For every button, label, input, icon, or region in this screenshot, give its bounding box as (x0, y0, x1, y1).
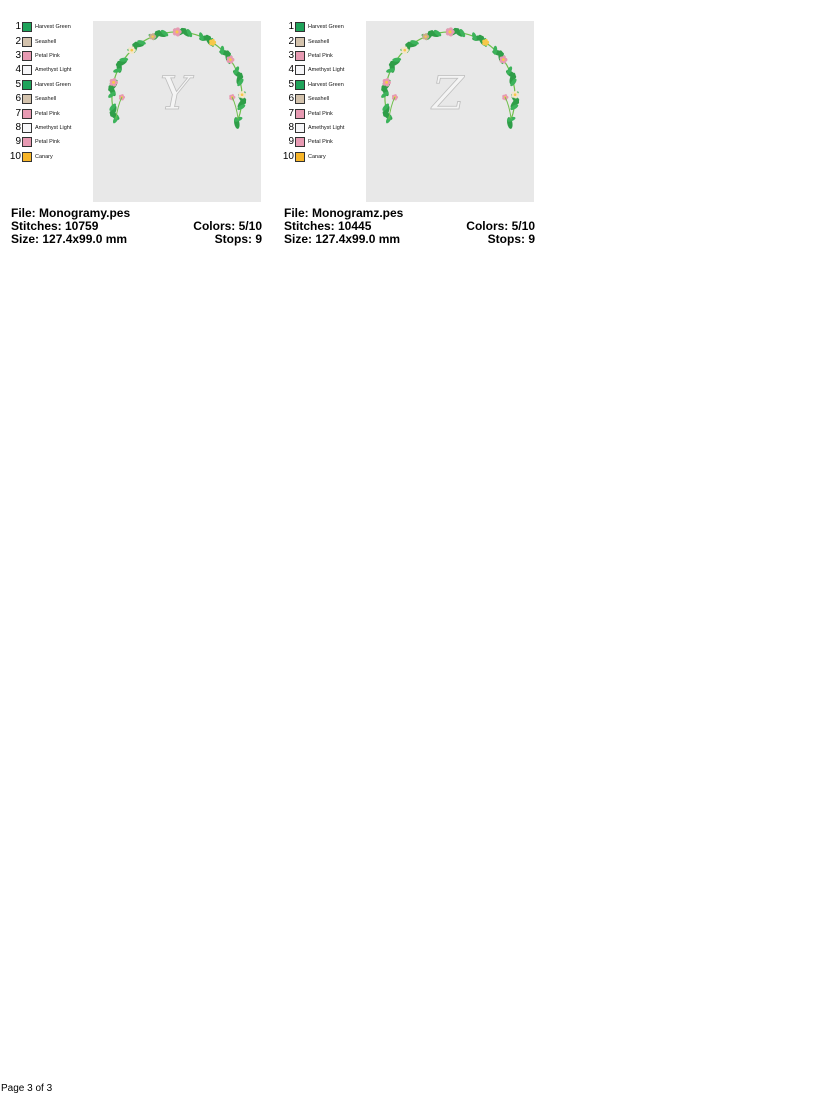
legend-number: 8 (288, 121, 294, 133)
color-swatch (295, 65, 305, 75)
stitch-count: Stitches: 10759 (11, 219, 99, 233)
legend-row (281, 49, 365, 63)
color-name: Seashell (308, 38, 330, 45)
color-name: Petal Pink (308, 110, 333, 117)
color-swatch (22, 137, 32, 147)
color-name: Petal Pink (308, 139, 333, 146)
legend-number: 7 (15, 107, 21, 119)
color-swatch (22, 109, 32, 119)
legend-number: 2 (15, 35, 21, 47)
color-swatch (22, 152, 32, 162)
legend-number: 5 (288, 78, 294, 90)
design-info (284, 207, 535, 246)
color-swatch (295, 94, 305, 104)
color-name: Petal Pink (308, 52, 333, 59)
legend-number: 6 (15, 93, 21, 105)
legend-row (8, 20, 92, 34)
color-name: Harvest Green (35, 81, 71, 88)
color-name: Harvest Green (308, 81, 344, 88)
color-name: Seashell (35, 38, 57, 45)
monogram-letter: Y (159, 66, 191, 120)
color-swatch (295, 80, 305, 90)
design-preview-image (366, 21, 534, 202)
file-name: File: Monogramy.pes (11, 206, 131, 220)
color-swatch (295, 123, 305, 133)
legend-row (281, 121, 365, 135)
color-count: Colors: 5/10 (193, 219, 262, 233)
legend-number: 6 (288, 93, 294, 105)
legend-row (8, 63, 92, 77)
color-swatch (295, 137, 305, 147)
monogram-letter: Z (432, 66, 464, 120)
design-size: Size: 127.4x99.0 mm (284, 232, 401, 246)
legend-row (281, 20, 365, 34)
legend-row (281, 34, 365, 48)
legend-number: 10 (9, 150, 21, 162)
legend-row (281, 150, 365, 164)
color-name: Harvest Green (308, 24, 344, 31)
legend-number: 4 (288, 64, 294, 76)
color-swatch (295, 37, 305, 47)
legend-number: 9 (288, 136, 294, 148)
legend-row (8, 78, 92, 92)
color-legend (281, 20, 365, 164)
legend-number: 1 (288, 21, 294, 33)
file-name: File: Monogramz.pes (284, 206, 404, 220)
legend-number: 9 (15, 136, 21, 148)
color-swatch (22, 94, 32, 104)
color-name: Harvest Green (35, 24, 71, 31)
color-name: Petal Pink (35, 110, 60, 117)
legend-row (281, 63, 365, 77)
color-swatch (22, 65, 32, 75)
color-swatch (22, 37, 32, 47)
color-swatch (22, 123, 32, 133)
color-name: Amethyst Light (308, 67, 345, 74)
legend-row (281, 92, 365, 106)
color-count: Colors: 5/10 (466, 219, 535, 233)
legend-number: 2 (288, 35, 294, 47)
color-legend (8, 20, 92, 164)
color-name: Amethyst Light (35, 67, 72, 74)
legend-row (281, 135, 365, 149)
legend-number: 5 (15, 78, 21, 90)
legend-row (8, 34, 92, 48)
color-name: Canary (308, 153, 326, 160)
legend-row (8, 135, 92, 149)
design-size: Size: 127.4x99.0 mm (11, 232, 128, 246)
legend-number: 3 (288, 49, 294, 61)
color-name: Amethyst Light (35, 124, 72, 131)
color-swatch (22, 80, 32, 90)
stitch-count: Stitches: 10445 (284, 219, 372, 233)
legend-row (8, 150, 92, 164)
legend-row (8, 49, 92, 63)
color-swatch (22, 22, 32, 32)
color-name: Petal Pink (35, 52, 60, 59)
legend-number: 8 (15, 121, 21, 133)
stop-count: Stops: 9 (214, 232, 262, 246)
legend-number: 4 (15, 64, 21, 76)
legend-number: 7 (288, 107, 294, 119)
floral-wreath-monogram-z (366, 21, 534, 202)
color-swatch (295, 109, 305, 119)
color-name: Canary (35, 153, 53, 160)
legend-number: 10 (282, 150, 294, 162)
color-swatch (295, 22, 305, 32)
design-info (11, 207, 262, 246)
legend-number: 1 (15, 21, 21, 33)
legend-number: 3 (15, 49, 21, 61)
legend-row (8, 121, 92, 135)
color-name: Amethyst Light (308, 124, 345, 131)
color-swatch (22, 51, 32, 61)
legend-row (8, 106, 92, 120)
color-name: Seashell (35, 96, 57, 103)
page-number: Page 3 of 3 (1, 1083, 53, 1094)
color-name: Petal Pink (35, 139, 60, 146)
design-preview-image (93, 21, 261, 202)
stop-count: Stops: 9 (487, 232, 535, 246)
legend-row (281, 78, 365, 92)
color-swatch (295, 51, 305, 61)
legend-row (281, 106, 365, 120)
legend-row (8, 92, 92, 106)
color-swatch (295, 152, 305, 162)
color-name: Seashell (308, 96, 330, 103)
floral-wreath-monogram-y (93, 21, 261, 202)
